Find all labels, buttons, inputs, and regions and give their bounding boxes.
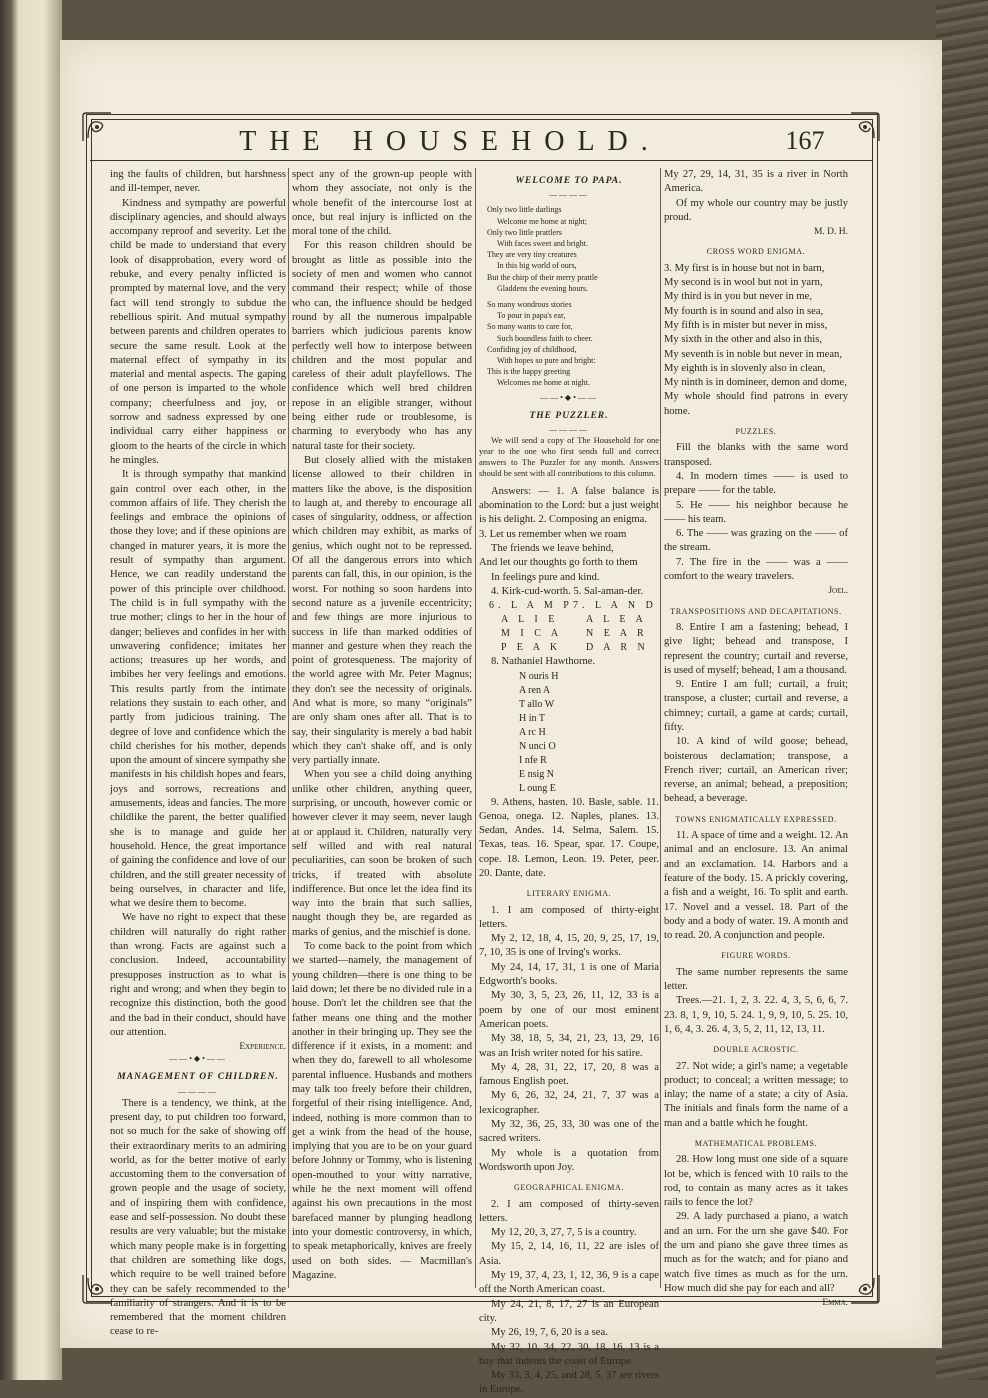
puzzle-line: My 24, 14, 17, 31, 1 is one of Maria Edgworth's books. — [479, 961, 659, 988]
signature: M. D. H. — [813, 227, 848, 238]
section-heading: GEOGRAPHICAL ENIGMA. — [514, 1183, 624, 1193]
puzzle-line: My 30, 3, 5, 23, 26, 11, 12, 33 is a poem by one of our most eminent American poets. — [479, 990, 659, 1030]
puzzle-line: 10. A kind of wild goose; behead, boisterous declamation; transpose, a French river; curtail, an American river; reverse, an animal; behead, a preposition; behead, a beverage. — [664, 736, 848, 805]
poem-line: Welcome me home at night; — [497, 216, 587, 226]
puzzle-line: 11. A space of time and a weight. 12. An animal and an enclosure. 13. An animal and an exclamation. 14. Harbors and a feature of the body. 15. A prickly covering, a fish and a weight, 16. To split and earth. 17. Novel and a vessel. 18. Part of the body and a body of water. 19. A month and to read. 20. A conjunction and people. — [664, 830, 848, 942]
acrostic-line: L oung E — [519, 782, 556, 794]
puzzle-line: My 19, 37, 4, 23, 1, 12, 36, 9 is a cape off the North American coast. — [479, 1270, 659, 1296]
answers-text: 4. Kirk-cud-worth. 5. Sal-aman-der. — [491, 585, 644, 597]
column-4 — [664, 168, 848, 1309]
poem-line: Confiding joy of childhood, — [487, 344, 577, 354]
puzzle-line: My 15, 2, 14, 16, 11, 22 are isles of Asia. — [479, 1241, 659, 1267]
puzzle-line: Fill the blanks with the same word transposed. — [664, 442, 848, 468]
answers-text: 9. Athens, hasten. 10. Basle, sable. 11. Genoa, onega. 12. Naples, planes. 13. Sedan, Andes. 14. Selma, Salem. 15. Texas, teas. 16. Spear, spar. 17. Coupe, cope. 18. Lemon, Leon. 19. Peter, peer. 20. Dante, date. — [479, 796, 659, 879]
puzzle-line: My 6, 26, 32, 24, 21, 7, 37 was a lexicographer. — [479, 1090, 659, 1116]
header-rule — [90, 160, 872, 161]
puzzle-line: 28. How long must one side of a square lot be, which is fenced with 10 rails to the rod, to contain as many acres as it takes rails to fence the lot? — [664, 1154, 848, 1209]
puzzle-line: 1. I am composed of thirty-eight letters. — [479, 904, 659, 930]
corner-ornament-icon — [848, 1272, 882, 1306]
puzzle-line: My 4, 28, 31, 22, 17, 20, 8 was a famous English poet. — [479, 1061, 659, 1088]
puzzle-line: My 24, 21, 8, 17, 27 is an European city. — [479, 1298, 659, 1324]
poem-line: But the chirp of their merry prattle — [487, 272, 598, 282]
puzzle-line: Of my whole our country may be justly proud. — [664, 197, 848, 223]
short-rule: ———— — [549, 190, 589, 200]
poem-line: Only two little prattlers — [487, 227, 562, 237]
column-2 — [292, 168, 472, 1281]
paragraph: We have no right to expect that these children will naturally do right rather than wrong. Facts are against such a conclusion. Indeed, accountability presupposes instruction as to what is right and wrong; and when they begin to recognize this distinction, both the good and the bad in their conduct, should have our attention. — [110, 912, 286, 1038]
puzzle-line: My 26, 19, 7, 6, 20 is a sea. — [491, 1327, 608, 1339]
puzzle-line: My ninth is in domineer, demon and dome, — [664, 377, 847, 389]
poem-title: WELCOME TO PAPA. — [515, 176, 623, 186]
poem-line: They are very tiny creatures — [487, 250, 577, 260]
section-heading: TRANSPOSITIONS AND DECAPITATIONS. — [670, 606, 842, 616]
section-heading: CROSS WORD ENIGMA. — [706, 247, 806, 257]
section-heading: TOWNS ENIGMATICALLY EXPRESSED. — [675, 814, 837, 824]
puzzler-title: THE PUZZLER. — [529, 410, 609, 421]
page-number: 167 — [785, 126, 825, 155]
paragraph: Kindness and sympathy are powerful disciplinary agencies, and should always accompany reproof and severity. Let the child be made to understand that every look of disapprobation, every word of rebuke, and every penalty inflicted is prompted by maternal love, and the very fact will tend strongly to subdue the rebellious spirit. And mutual sympathy between parents and children operates to secure the same result. Look at the maternal effect of sympathy in its material and mental aspects. The gaping of one person is imparted to the whole company; cheerfulness and joy, or sorrow and sadness expressed by one individual carry either happiness or gloom to the hearts of the circle in which he mingles. — [110, 197, 286, 466]
paragraph: For this reason children should be brought as little as possible into the society of men and women who cannot command their respect; while of those who can, the influence should be hedged round by all the numerous impalpable barriers which judicious parents know perfectly well how to interpose between children and the most popular and careless of their adult playfellows. The confidence which well bred children repose in an eligible stranger, without being either rude or troublesome, is charming to everybody who has any natural taste for their society. — [292, 240, 472, 452]
puzzle-line: 27. Not wide; a girl's name; a vegetable product; to conceal; a written message; to inlay; the name of a state; a city of Asia. The initials and finals form the name of a man and a battle which he fought. — [664, 1060, 848, 1129]
puzzle-line: My whole is a quotation from Wordsworth upon Joy. — [479, 1147, 659, 1173]
section-heading: MATHEMATICAL PROBLEMS. — [694, 1139, 818, 1148]
acrostic-line: N unci O — [519, 740, 556, 752]
puzzle-line: My seventh is in noble but never in mean, — [664, 348, 842, 360]
puzzle-line: 6. The —— was grazing on the —— of the stream. — [664, 528, 848, 554]
puzzle-line: My 27, 29, 14, 31, 35 is a river in North America. — [664, 169, 848, 195]
paragraph: To come back to the point from which we started—namely, the management of young children—there is one thing to be laid down; let there be no divided rule in a house. Don't let the children see that the father means one thing and the mother another in their bringing up. They see the difference if it exists, in a moment: and when they do, farewell to all wholesome parental influence. Husbands and mothers may talk too freely before their children, forgetful of their rising intelligence. And, indeed, nothing is more common than to get a wink from the head of the house, implying that you are to be on your guard before Johnny or Tommy, who is listening open-mouthed to your witty narrative, while he the next moment will offend against his own precautions in the most barefaced manner by plunging headlong into your domestic controversy, in which, to speak metaphorically, knives are freely used on both sides. — Macmillan's Magazine. — [292, 941, 472, 1281]
ornament-divider: ——•◆•—— — [540, 392, 598, 402]
acrostic-line: N ouris H — [519, 670, 559, 682]
puzzle-line: My third is in you but never in me, — [664, 291, 813, 303]
poem-line: This is the happy greeting — [487, 367, 571, 377]
ornament-divider: ——•◆•—— — [169, 1054, 227, 1064]
right-binding-edge — [936, 0, 988, 1380]
verse-line: And let our thoughts go forth to them — [479, 557, 638, 569]
verse-line: The friends we leave behind, — [491, 543, 614, 555]
masthead-title: THE HOUSEHOLD. — [239, 126, 661, 157]
paragraph: It is through sympathy that mankind gain control over each other, in the common affairs of life. They cherish the feelings and embrace the opinions of those they love; and if these opinions are changed in maturer years, it is more the result of sympathy than argument. Hence, we can readily understand the power of this principle over childhood. The child is in full sympathy with the true mother; clings to her in the hour of danger; believes and confides in her with unwavering confidence; imitates her actions; treasures up her words, and imbibes her very feelings and emotions. This results partly from the intimate relations they sustain to each other, and partly from judicious training. The degree of love and confidence which the child cherishes for his mother, depends upon the amount of sincere sympathy she manifests in his childish hopes and fears, joys and sorrows, recreations and amusements, ideas and fancies. The more childlike the parent, the better qualified she is to manage and guide her household. Hence, the great importance of gaining the confidence and love of our children, and the still greater necessity of being ourselves, in character and life, what we desire them to become. — [110, 469, 287, 910]
signature: Joel. — [828, 586, 848, 597]
corner-ornament-icon — [848, 110, 882, 144]
left-binding — [0, 0, 62, 1380]
paragraph: But closely allied with the mistaken license allowed to their children in matters like the above, is the disposition to laugh at, and thereby to encourage all cases of singularity, oddness, or affection which children may exhibit, as marks of genius, which ought not to be repressed. Of all the dangerous errors into which parents can fall, this, in our opinion, is the worst. For nothing so soon hardens into second nature as a juvenile eccentricity; and few things are more injurious to success in life than marked oddities of manner and gesture when they reach the point of grotesqueness. The majority of the world agree with Mr. Peter Magnus; they don't see the necessity of originals. And what is more, so many “originals” are only sham ones after all. That is to say, their singularity is merely a bad habit which they can't shake off, and is only very partially innate. — [292, 454, 472, 767]
puzzle-line: My 33, 3, 4, 25, and 28, 5, 37 are rivers in Europe. — [479, 1370, 659, 1396]
puzzle-line: My 32, 10, 34, 22, 30, 18, 16, 13 is a bay that indents the coast of Europe. — [479, 1341, 659, 1367]
paragraph: ing the faults of children, but harshness and ill-temper, never. — [110, 169, 286, 195]
puzzle-line: 8. Entire I am a fastening; behead, I give light; behead and transpose, I represent the country; curtail and reverse, is used of myself; behead, I am a thousand. — [664, 621, 848, 676]
acrostic-line: E nsig N — [519, 768, 554, 780]
puzzle-line: My whole should find patrons in every home. — [664, 391, 848, 417]
book-page — [60, 40, 942, 1396]
acrostic-line: I nfe R — [519, 754, 547, 766]
puzzle-line: My 2, 12, 18, 4, 15, 20, 9, 25, 17, 19, 7, 10, 35 is one of Irving's works. — [479, 933, 659, 959]
puzzle-line: My second is in wool but not in yarn, — [664, 277, 823, 289]
poem-line: Gladdens the evening hours. — [497, 283, 589, 293]
verse-line: In feelings pure and kind. — [491, 571, 600, 583]
puzzle-line: 4. In modern times —— is used to prepare —— for the table. — [664, 470, 848, 497]
column-divider — [288, 168, 289, 1288]
poem-line: In this big world of ours, — [497, 261, 577, 271]
acrostic-line: H in T — [519, 712, 545, 724]
verse-line: 3. Let us remember when we roam — [479, 528, 627, 540]
puzzle-line: My fourth is in sound and also in sea, — [664, 305, 824, 317]
puzzle-line: My eighth is in slovenly also in clean, — [664, 362, 826, 374]
word-square-row: M I C A N E A R — [501, 628, 648, 640]
poem — [479, 204, 659, 388]
poem-line: Only two little darlings — [487, 205, 562, 215]
section-heading: FIGURE WORDS. — [721, 951, 791, 961]
poem-line: To pour in papa's ear, — [497, 311, 566, 321]
puzzle-line: 9. Entire I am full; curtail, a fruit; transpose, a cluster; curtail and reverse, a chimney; curtail, a game at cards; curtail, fifty. — [664, 679, 848, 733]
word-square-row: 6. L A M P 7. L A N D — [489, 600, 657, 612]
signature: Experience. — [239, 1042, 286, 1053]
poem-line: With hopes so pure and bright: — [497, 355, 596, 365]
paragraph: When you see a child doing anything unlike other children, anything queer, surprising, or uncouth, however comic or however clever it may seem, never laugh at or applaud it. Children, naturally very self willed and with real natural peculiarities, can soon be broken of such tricks, if treated with absolute indifference. But once let the idea find its way into the brain that such sallies, naught though they be, are regarded as marks of genius, and the mischief is done. — [292, 769, 472, 938]
acrostic-line: A rc H — [519, 726, 546, 738]
puzzle-line: Trees.—21. 1, 2, 3. 22. 4, 3, 5, 6, 6, 7. 23. 8, 1, 9, 10, 5. 24. 1, 9, 9, 10, 5. 25. 10, 1, 6, 4, 3. 26. 4, 3, 5, 2, 11, 12, 13, 11. — [664, 995, 848, 1035]
acrostic-line: A ren A — [519, 684, 551, 696]
puzzle-line: 3. My first is in house but not in barn, — [664, 262, 825, 274]
article-title: MANAGEMENT OF CHILDREN. — [117, 1072, 279, 1083]
corner-ornament-icon — [80, 1272, 114, 1306]
section-heading: PUZZLES. — [735, 427, 777, 437]
short-rule: ———— — [549, 424, 589, 434]
short-rule: ———— — [178, 1086, 218, 1096]
paragraph: spect any of the grown-up people with whom they associate, not only is the whole benefit of the intercourse lost at once, but real injury is inflicted on the moral tone of the child. — [292, 169, 472, 238]
poem-line: So many wants to care for, — [487, 322, 573, 332]
puzzle-line: My 12, 20, 3, 27, 7, 5 is a country. — [491, 1227, 637, 1239]
puzzle-line: 2. I am composed of thirty-seven letters. — [479, 1198, 659, 1224]
puzzle-line: My 38, 18, 5, 34, 21, 23, 13, 29, 16 was an Irish writer noted for his satire. — [479, 1033, 659, 1059]
column-1 — [110, 168, 287, 1338]
signature: Emma. — [822, 1298, 848, 1309]
poem-line: Welcomes me home at night. — [497, 378, 590, 388]
word-square-row: P E A K D A R N — [501, 642, 649, 654]
puzzle-line: My 32, 36, 25, 33, 30 was one of the sacred writers. — [479, 1119, 659, 1145]
paragraph: There is a tendency, we think, at the present day, to put children too forward, not so much for the sake of showing off their extraordinary merits to an admiring world, as for the better motive of early accustoming them to the conversation of grown people and the usage of society, and of inspiring them with confidence, ease and self-possession. No doubt these results are very valuable; but the mistake which many people make is in forgetting that children are something like dogs, which require to be well trained before they can be safely recommended to the familiarity of strangers. And it is to be remembered that the moment children cease to re- — [110, 1097, 286, 1338]
puzzle-line: 5. He —— his neighbor because he —— his team. — [664, 499, 848, 525]
answers-text: 8. Nathaniel Hawthorne. — [491, 656, 596, 668]
section-heading: DOUBLE ACROSTIC. — [713, 1045, 799, 1055]
puzzle-line: The same number represents the same letter. — [664, 966, 848, 993]
answers-text: Answers: — 1. A false balance is abomination to the Lord: but a just weight is his delight. 2. Composing an enigma. — [479, 485, 659, 526]
section-heading: LITERARY ENIGMA. — [526, 889, 612, 899]
puzzle-line: 7. The fire in the —— was a —— comfort to the weary travelers. — [664, 556, 848, 583]
acrostic-line: T allo W — [519, 698, 555, 710]
poem-line: So many wondrous stories — [487, 299, 572, 309]
puzzle-line: 29. A lady purchased a piano, a watch and an urn. For the urn she gave $40. For the urn and piano she gave three times as much as for the watch; and for piano and watch five times as much as for the urn. How much did she pay for each and all? — [664, 1211, 848, 1294]
puzzler-intro: We will send a copy of The Household for one year to the one who first sends full and correct answers to The Puzzler for any month. Answers should be sent with all contributions to this column. — [479, 434, 659, 478]
column-3 — [479, 168, 659, 1396]
word-square-row: A L I E A L E A — [501, 614, 647, 626]
puzzle-line: My sixth in the other and also in this, — [664, 334, 823, 346]
corner-ornament-icon — [80, 110, 114, 144]
poem-line: With faces sweet and bright. — [497, 238, 588, 248]
poem-line: Such boundless faith to cheer. — [497, 333, 593, 343]
column-divider — [660, 168, 661, 1288]
column-divider — [475, 168, 476, 1288]
puzzle-line: My fifth is in mister but never in miss, — [664, 319, 828, 331]
